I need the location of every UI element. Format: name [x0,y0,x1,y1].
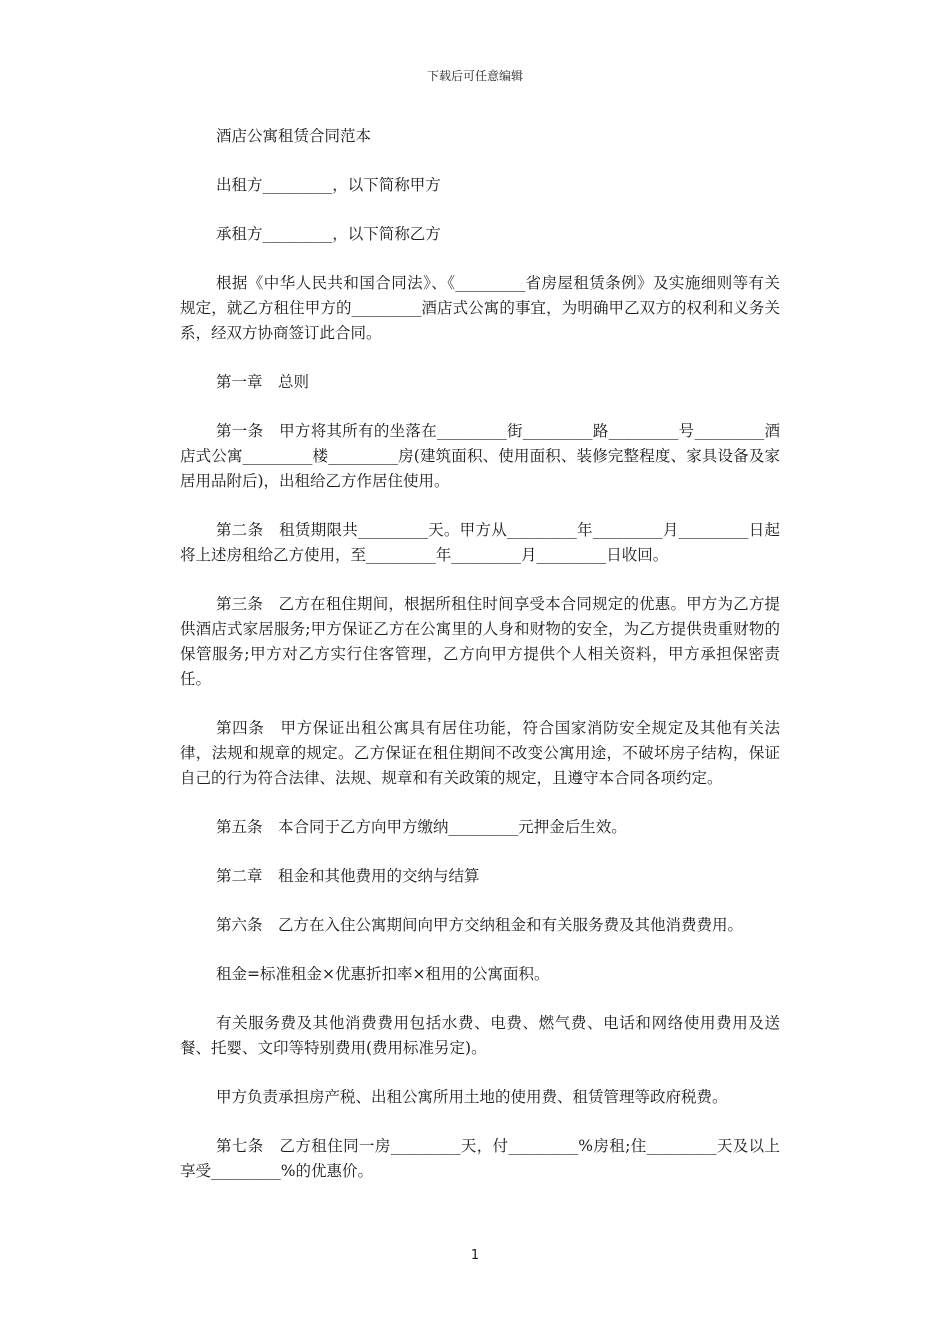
article-4: 第四条 甲方保证出租公寓具有居住功能，符合国家消防安全规定及其他有关法律，法规和规章的规定。乙方保证在租住期间不改变公寓用途，不破坏房子结构，保证自己的行为符合法律、法规、规章和有关政策的规定，且遵守本合同各项约定。 [180,719,780,787]
document-title: 酒店公寓租赁合同范本 [216,127,372,145]
article-7: 第七条 乙方租住同一房_________天，付_________%房租;住_________天及以上享受_________%的优惠价。 [180,1137,780,1180]
page-number: 1 [470,1248,480,1263]
article-1: 第一条 甲方将其所有的坐落在_________街_________路_________号_________酒店式公寓_________楼_________房(建筑面积、使用面积、装修完整程度、家具设备及家居用品附后)，出租给乙方作居住使用。 [180,422,780,490]
article-2: 第二条 租赁期限共_________天。甲方从_________年_________月_________日起将上述房租给乙方使用，至_________年_________月_________日收回。 [180,521,780,564]
service-fees-paragraph: 有关服务费及其他消费费用包括水费、电费、燃气费、电话和网络使用费用及送餐、托婴、文印等特别费用(费用标准另定)。 [180,1014,780,1057]
rent-formula: 租金=标准租金×优惠折扣率×租用的公寓面积。 [216,965,550,983]
paragraph-lessor: 出租方_________，以下简称甲方 [216,176,441,194]
chapter-heading-2: 第二章 租金和其他费用的交纳与结算 [216,867,480,885]
taxes-paragraph: 甲方负责承担房产税、出租公寓所用土地的使用费、租赁管理等政府税费。 [216,1088,728,1106]
chapter-heading-1: 第一章 总则 [216,373,310,391]
paragraph-preamble: 根据《中华人民共和国合同法》、《_________省房屋租赁条例》及实施细则等有关规定，就乙方租住甲方的_________酒店式公寓的事宜，为明确甲乙双方的权利和义务关系，经双方协商签订此合同。 [180,274,780,342]
article-5: 第五条 本合同于乙方向甲方缴纳_________元押金后生效。 [216,818,627,836]
article-3: 第三条 乙方在租住期间，根据所租住时间享受本合同规定的优惠。甲方为乙方提供酒店式家居服务;甲方保证乙方在公寓里的人身和财物的安全，为乙方提供贵重财物的保管服务;甲方对乙方实行住客管理，乙方向甲方提供个人相关资料，甲方承担保密责任。 [180,595,780,688]
document-body [180,124,780,1208]
page-header: 下载后可任意编辑 [426,69,523,83]
paragraph-lessee: 承租方_________，以下简称乙方 [216,225,441,243]
article-6: 第六条 乙方在入住公寓期间向甲方交纳租金和有关服务费及其他消费费用。 [216,916,744,934]
